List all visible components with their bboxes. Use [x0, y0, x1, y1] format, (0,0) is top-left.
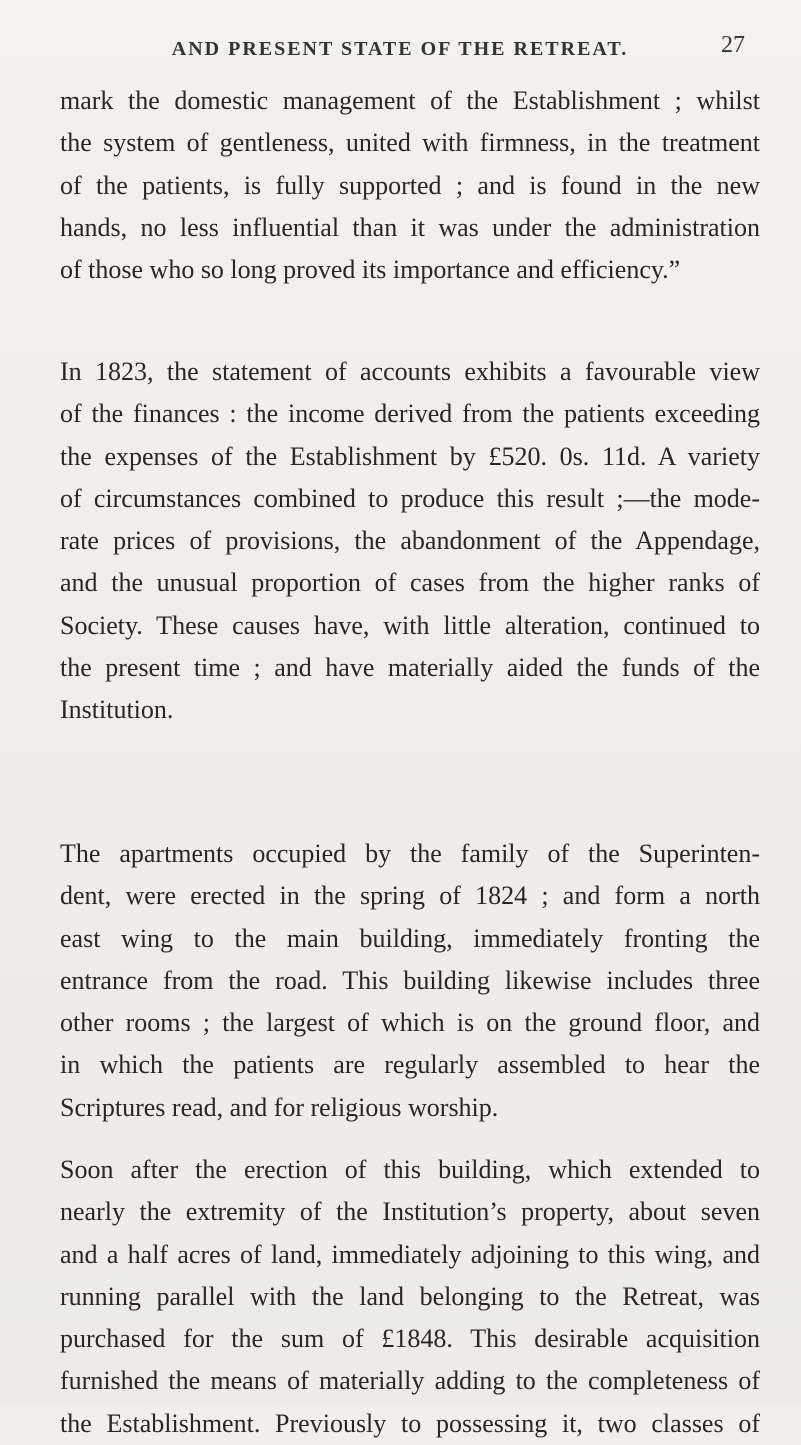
paragraph-1: [60, 80, 760, 291]
paragraph-4: [60, 1149, 760, 1445]
text-line: hands, no less influential than it was under the administration: [60, 212, 760, 242]
paragraph-3: [60, 833, 760, 1129]
text-line: nearly the extremity of the Institution’s property, about seven: [60, 1197, 760, 1227]
text-line: other rooms ; the largest of which is on the ground floor, and: [60, 1008, 760, 1038]
text-line: Scriptures read, and for religious worship.: [60, 1092, 499, 1122]
text-line: and the unusual proportion of cases from the higher ranks of: [60, 568, 760, 598]
text-line: of the patients, is fully supported ; and is found in the new: [60, 170, 760, 200]
text-line: rate prices of provisions, the abandonment of the Appendage,: [60, 526, 760, 556]
running-header: AND PRESENT STATE OF THE RETREAT.: [171, 38, 629, 60]
text-line: of the finances : the income derived from the patients exceeding: [60, 399, 760, 429]
paragraph-2: [60, 351, 760, 732]
text-line: Society. These causes have, with little alteration, continued to: [60, 610, 760, 640]
text-line: the expenses of the Establishment by £520. 0s. 11d. A variety: [60, 441, 760, 471]
text-line: The apartments occupied by the family of the Superinten-: [60, 839, 760, 868]
text-line: Institution.: [60, 695, 174, 725]
text-line: entrance from the road. This building likewise includes three: [60, 965, 760, 995]
text-line: in which the patients are regularly assembled to hear the: [60, 1050, 760, 1080]
text-line: east wing to the main building, immediately fronting the: [60, 923, 760, 953]
text-line: the present time ; and have materially aided the funds of the: [60, 653, 760, 683]
text-line: of those who so long proved its importance and efficiency.”: [60, 255, 681, 285]
text-line: and a half acres of land, immediately adjoining to this wing, and: [60, 1239, 760, 1269]
text-line: the system of gentleness, united with firmness, in the treatment: [60, 128, 760, 158]
text-line: the Establishment. Previously to possessing it, two classes of: [60, 1408, 760, 1438]
text-line: Soon after the erection of this building, which extended to: [60, 1155, 760, 1184]
text-line: mark the domestic management of the Establishment ; whilst: [60, 86, 760, 115]
text-line: furnished the means of materially adding to the completeness of: [60, 1366, 760, 1396]
text-line: In 1823, the statement of accounts exhibits a favourable view: [60, 357, 760, 386]
text-line: dent, were erected in the spring of 1824 ; and form a north: [60, 881, 760, 911]
text-line: running parallel with the land belonging to the Retreat, was: [60, 1281, 760, 1311]
text-line: of circumstances combined to produce this result ;—the mode-: [60, 483, 760, 513]
page-number: 27: [721, 32, 745, 58]
text-line: purchased for the sum of £1848. This desirable acquisition: [60, 1324, 760, 1354]
